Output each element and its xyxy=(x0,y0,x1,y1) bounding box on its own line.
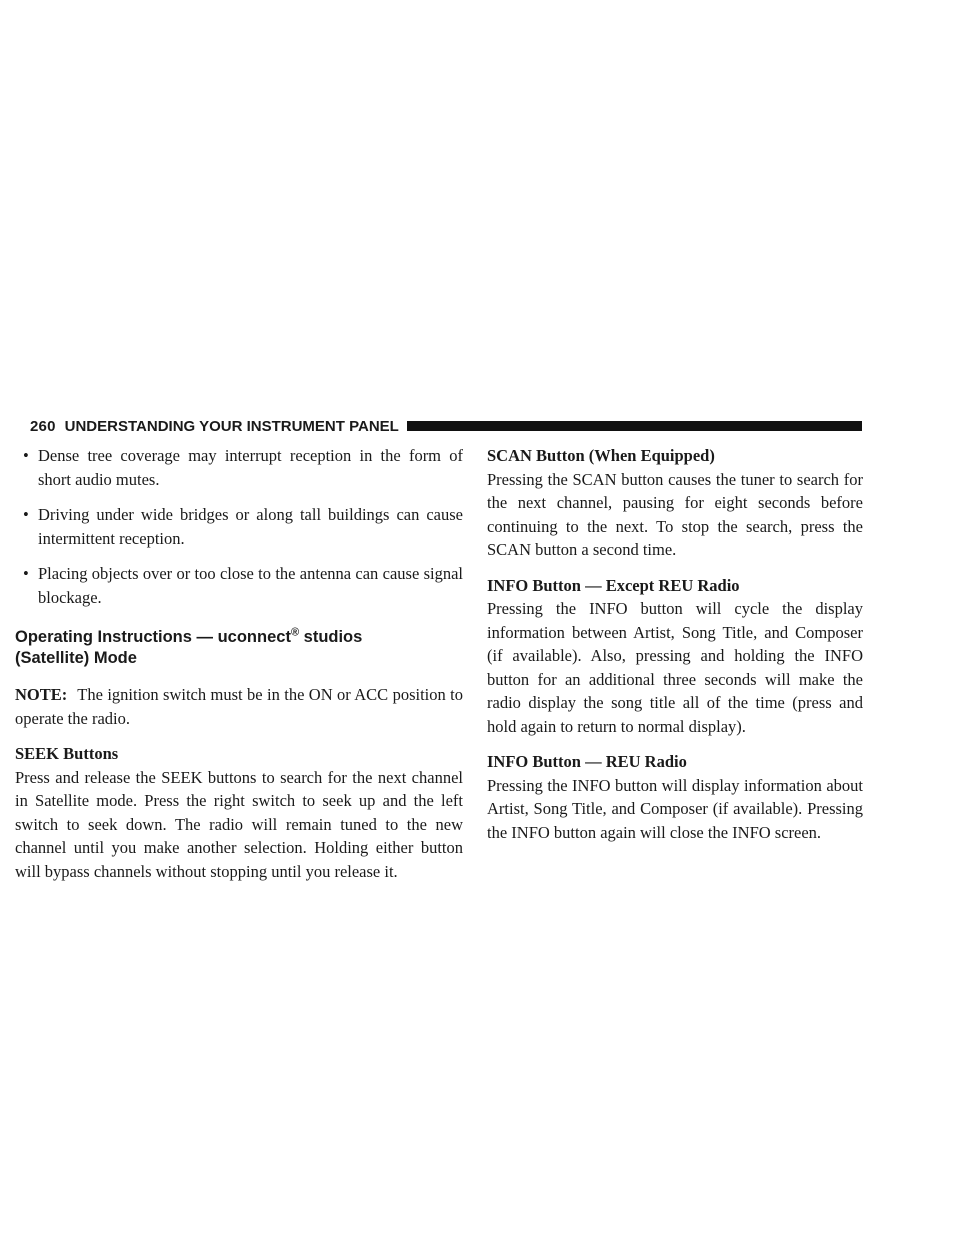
bullet-icon: • xyxy=(23,446,29,465)
info-except-reu-paragraph: Pressing the INFO button will cycle the display information between Artist, Song Title, and Composer (if available). Also, pressing and holding the INFO button for an additional three seconds will make the radio display the song title all of the time (press and hold again to return to normal display). xyxy=(487,599,863,736)
scan-heading: SCAN Button (When Equipped) xyxy=(487,446,715,465)
registered-mark: ® xyxy=(290,626,300,639)
list-item xyxy=(15,444,463,491)
info-except-reu-heading: INFO Button — Except REU Radio xyxy=(487,575,740,595)
bullet-text: Dense tree coverage may interrupt reception in the form of short audio mutes. xyxy=(38,446,463,489)
left-column xyxy=(15,444,463,883)
scan-paragraph: Pressing the SCAN button causes the tuner to search for the next channel, pausing for eight seconds before continuing to the next. To stop the search, press the SCAN button a second time. xyxy=(487,469,863,559)
note-text: The ignition switch must be in the ON or ACC position to operate the radio. xyxy=(15,685,463,728)
bullet-icon: • xyxy=(23,564,29,583)
heading-line-2: (Satellite) Mode xyxy=(15,649,137,667)
header-rule xyxy=(407,421,862,431)
right-column xyxy=(487,444,863,844)
list-item xyxy=(15,503,463,550)
bullet-text: Driving under wide bridges or along tall buildings can cause intermittent reception. xyxy=(38,505,463,548)
section-heading xyxy=(15,627,463,669)
info-reu-paragraph: Pressing the INFO button will display information about Artist, Song Title, and Composer (if available). Pressing the INFO button again will close the INFO screen. xyxy=(487,775,863,842)
note-paragraph xyxy=(15,683,463,730)
bullet-icon: • xyxy=(23,505,29,524)
list-item xyxy=(15,562,463,609)
seek-heading: SEEK Buttons xyxy=(15,744,119,763)
seek-paragraph: Press and release the SEEK buttons to search for the next channel in Satellite mode. Press the right switch to seek up and the left switch to seek down. The radio will remain tuned to the new channel until you make another selection. Holding either button will bypass channels without stopping until you release it. xyxy=(15,767,463,881)
info-reu-heading: INFO Button — REU Radio xyxy=(487,752,687,771)
note-label: NOTE: xyxy=(15,685,68,704)
heading-line-1-end: studios xyxy=(299,628,363,646)
bullet-text: Placing objects over or too close to the antenna can cause signal blockage. xyxy=(38,564,463,607)
heading-line-1: Operating Instructions — uconnect xyxy=(15,628,291,646)
section-title: UNDERSTANDING YOUR INSTRUMENT PANEL xyxy=(64,417,399,435)
reception-bullet-list xyxy=(15,444,463,609)
page-number: 260 xyxy=(30,417,56,435)
page-header xyxy=(30,418,862,434)
